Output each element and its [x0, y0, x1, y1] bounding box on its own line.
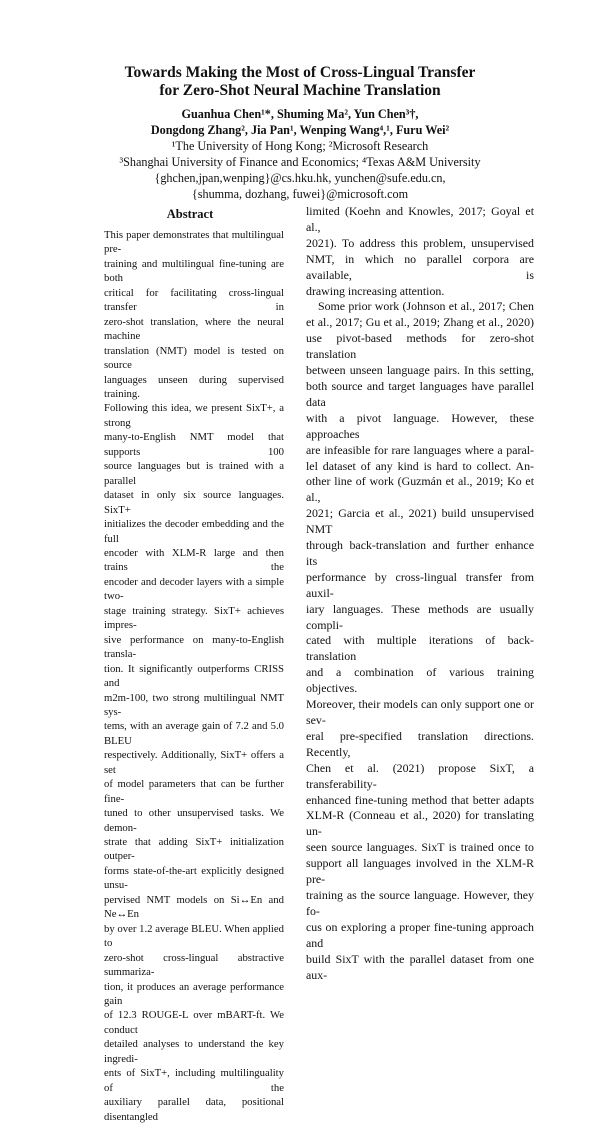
body-line: 2021). To address this problem, unsupervised — [306, 235, 534, 250]
paper-title-line-2: for Zero-Shot Neural Machine Translation — [159, 82, 441, 99]
body-line: training as the source language. However, they fo- — [306, 887, 534, 918]
body-line: both source and target languages have parallel data — [306, 378, 534, 409]
abstract-line: respectively. Additionally, SixT+ offers a set — [104, 749, 284, 776]
affiliation-line-2: ³Shanghai University of Finance and Economics; ⁴Texas A&M University — [119, 155, 481, 169]
abstract-text — [104, 228, 284, 1124]
body-line: drawing increasing attention. — [306, 283, 445, 298]
body-line: other line of work (Guzmán et al., 2019; Ko et al., — [306, 474, 534, 505]
body-line: and a combination of various training objectives. — [306, 665, 534, 696]
abstract-line: Following this idea, we present SixT+, a strong — [104, 402, 284, 429]
body-line: use pivot-based methods for zero-shot translation — [306, 331, 534, 362]
abstract-line: tion. It significantly outperforms CRISS and — [104, 662, 284, 690]
abstract-line: source languages but is trained with a parallel — [104, 460, 284, 487]
affiliation-line-1: ¹The University of Hong Kong; ²Microsoft Research — [171, 139, 429, 153]
abstract-line: dataset in only six source languages. SixT+ — [104, 489, 284, 516]
abstract-heading: Abstract — [166, 207, 214, 221]
body-line: XLM-R (Conneau et al., 2020) for translating un- — [306, 808, 534, 839]
body-line: 2021; Garcia et al., 2021) build unsupervised NMT — [306, 506, 534, 537]
body-line: eral pre-specified translation directions. Recently, — [306, 728, 534, 759]
abstract-line: auxiliary parallel data, positional disentangled — [104, 1096, 284, 1123]
abstract-line: This paper demonstrates that multilingual pre- — [104, 229, 284, 256]
abstract-line: sive performance on many-to-English transla- — [104, 633, 284, 661]
body-line: performance by cross-lingual transfer from auxil- — [306, 569, 534, 600]
body-line: Some prior work (Johnson et al., 2017; Chen — [318, 299, 534, 314]
abstract-line: training and multilingual fine-tuning are both — [104, 257, 284, 285]
abstract-line: detailed analyses to understand the key ingredi- — [104, 1038, 284, 1065]
abstract-line: tuned to other unsupervised tasks. We demon- — [104, 807, 284, 834]
abstract-line: m2m-100, two strong multilingual NMT sys- — [104, 691, 284, 718]
abstract-line: ents of SixT+, including multilinguality of the — [104, 1067, 284, 1094]
body-line: NMT, in which no parallel corpora are available, is — [306, 251, 534, 282]
body-line: lel dataset of any kind is hard to collect. An- — [306, 458, 534, 473]
abstract-line: critical for facilitating cross-lingual transfer in — [104, 286, 284, 314]
abstract-line: strate that adding SixT+ initialization outper- — [104, 836, 284, 863]
abstract-line: zero-shot cross-lingual abstractive summariza- — [104, 951, 284, 979]
body-line: with a pivot language. However, these approaches — [306, 410, 534, 441]
email-line-1: {ghchen,jpan,wenping}@cs.hku.hk, yunchen@sufe.edu.cn, — [154, 171, 446, 185]
body-line: between unseen language pairs. In this setting, — [306, 363, 534, 378]
body-line: Chen et al. (2021) propose SixT, a transferability- — [306, 760, 534, 791]
body-line: cated with multiple iterations of back-translation — [306, 633, 534, 664]
abstract-line: encoder and decoder layers with a simple two- — [104, 575, 284, 603]
abstract-line: of model parameters that can be further fine- — [104, 778, 284, 805]
body-line: seen source languages. SixT is trained once to — [306, 840, 534, 855]
abstract-line: zero-shot translation, where the neural machine — [104, 315, 284, 343]
body-line: cus on exploring a proper fine-tuning approach and — [306, 919, 534, 950]
body-line: Moreover, their models can only support one or sev- — [306, 697, 534, 727]
abstract-line: pervised NMT models on Si↔En and Ne↔En — [104, 893, 284, 921]
body-line: et al., 2017; Gu et al., 2019; Zhang et al., 2020) — [306, 315, 534, 330]
abstract-line: of 12.3 ROUGE-L over mBART-ft. We conduct — [104, 1009, 284, 1036]
abstract-line: translation (NMT) model is tested on source — [104, 344, 284, 372]
authors-line-1: Guanhua Chen¹*, Shuming Ma², Yun Chen³†, — [181, 107, 419, 121]
body-line: build SixT with the parallel dataset from one aux- — [306, 951, 534, 982]
abstract-line: forms state-of-the-art explicitly designed unsu- — [104, 864, 284, 892]
body-line: support all languages involved in the XLM-R pre- — [306, 856, 534, 887]
abstract-line: stage training strategy. SixT+ achieves impres- — [104, 604, 284, 632]
abstract-line: tems, with an average gain of 7.2 and 5.0 BLEU — [104, 720, 284, 747]
paper-title-line-1: Towards Making the Most of Cross-Lingual Transfer — [124, 64, 476, 81]
abstract-line: tion, it produces an average performance gain — [104, 980, 284, 1008]
body-line: iary languages. These methods are usually compli- — [306, 601, 534, 632]
authors-line-2: Dongdong Zhang², Jia Pan¹, Wenping Wang⁴,¹, Furu Wei² — [150, 123, 450, 137]
abstract-line: initializes the decoder embedding and the full — [104, 518, 284, 545]
introduction-text — [306, 204, 534, 983]
body-line: limited (Koehn and Knowles, 2017; Goyal et al., — [306, 204, 534, 234]
abstract-line: encoder with XLM-R large and then trains the — [104, 546, 284, 574]
body-line: through back-translation and further enhance its — [306, 538, 534, 568]
abstract-line: many-to-English NMT model that supports 100 — [104, 431, 284, 458]
abstract-line: by over 1.2 average BLEU. When applied to — [104, 922, 284, 950]
body-line: are infeasible for rare languages where a paral- — [306, 442, 534, 457]
abstract-line: languages unseen during supervised training. — [104, 373, 284, 400]
body-line: enhanced fine-tuning method that better adapts — [306, 792, 534, 807]
email-line-2: {shumma, dozhang, fuwei}@microsoft.com — [191, 187, 409, 201]
